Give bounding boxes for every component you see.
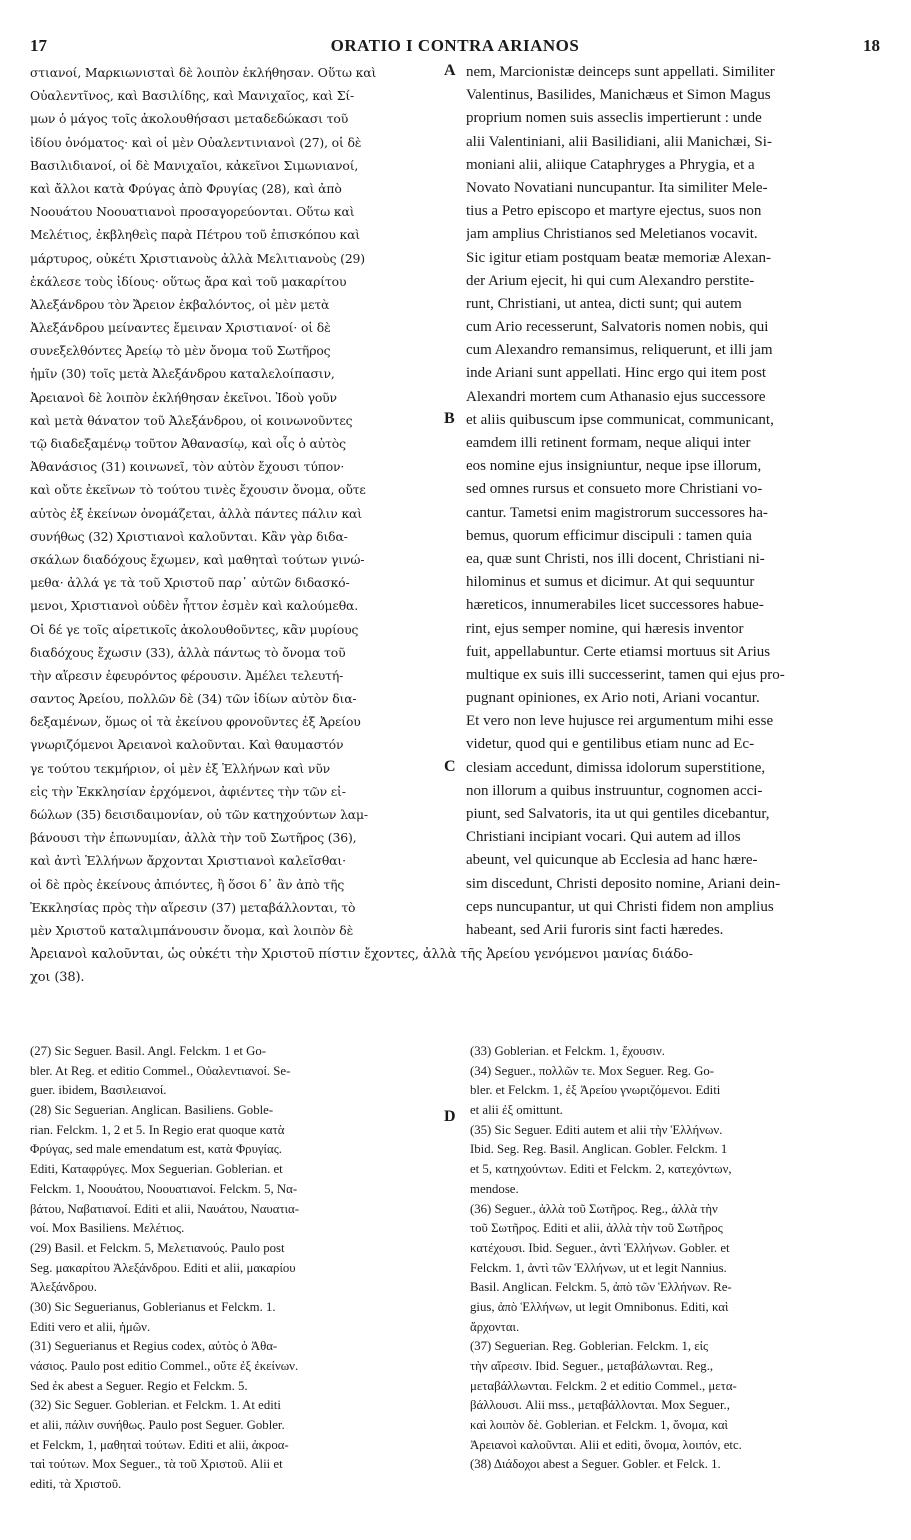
text-line: καὶ ἄλλοι κατὰ Φρύγας ἀπὸ Φρυγίας (28), καὶ ἀπὸ (30, 180, 342, 196)
text-line: Οἱ δέ γε τοῖς αἱρετικοῖς ἀκολουθοῦντες, κἂν μυρίους (30, 621, 359, 637)
text-line: hæreticos, innumerabiles licet successores habue- (466, 597, 764, 614)
text-line: Νοουάτου Νοουατιανοὶ προσαγορεύονται. Οὕτω καὶ (30, 204, 355, 220)
text-line: runt, Christiani, ut antea, dicti sunt; qui autem (466, 295, 742, 312)
text-line: jam amplius Christianos sed Meletianos vocavit. (466, 226, 758, 243)
text-line: σαντος Ἀρείου, πολλῶν δὲ (34) τῶν ἰδίων αὐτὸν δια- (30, 691, 357, 707)
page-header (30, 36, 880, 60)
text-line: συνεξελθόντες Ἀρείῳ τὸ μὲν ὄνομα τοῦ Σωτῆρος (30, 343, 331, 359)
text-line: cum Ario recesserunt, Salvatoris nomen nobis, qui (466, 319, 769, 336)
text-line: Christiani incipiant vocari. Qui autem ad illos (466, 829, 741, 846)
margin-mark-c: C (444, 758, 456, 775)
footnote-line: mendose. (470, 1181, 519, 1196)
margin-mark-b: B (444, 410, 455, 427)
text-line: μεθα· ἀλλά γε τὰ τοῦ Χριστοῦ παρ᾽ αὐτῶν διδασκό- (30, 575, 350, 591)
text-line: cantur. Tametsi enim magistrorum successores ha- (466, 504, 768, 521)
footnote-line: guer. ibidem, Βασιλειανοί. (30, 1083, 167, 1098)
text-line: δώλων (35) δεισιδαιμονίαν, οὐ τῶν κατηχούντων λαμ- (30, 807, 368, 822)
text-line: inde Ariani sunt appellati. Hinc ergo qui item post (466, 365, 767, 382)
text-line: Valentinus, Basilides, Manichæus et Simon Magus (466, 87, 771, 104)
footnote-line: Felckm. 1, Νοουάτου, Νοουατιανοί. Felckm. 5, Να- (30, 1181, 298, 1196)
text-line: abeunt, vel quicunque ab Ecclesia ad hanc hære- (466, 852, 758, 869)
text-line: Βασιλιδιανοί, οἱ δὲ Μανιχαῖοι, κἀκεῖνοι Σιμωνιανοί, (30, 157, 359, 173)
footnote-line: rian. Felckm. 1, 2 et 5. In Regio erat quoque κατὰ (30, 1122, 285, 1137)
text-line: der Arium ejecit, hi qui cum Alexandro perstite- (466, 272, 755, 289)
text-line: γε τούτου τεκμήριον, οἱ μὲν ἐξ Ἑλλήνων καὶ νῦν (30, 760, 331, 776)
text-line: eos nomine ejus insigniuntur, neque ipse illorum, (466, 458, 762, 475)
text-line: et aliis quibuscum ipse communicat, communicant, (466, 411, 774, 428)
footnote-line: τοῦ Σωτῆρος. Editi et alii, ἀλλὰ τὴν τοῦ Σωτῆρος (470, 1221, 723, 1236)
text-line: Et vero non leve hujusce rei argumentum mihi esse (466, 713, 774, 730)
text-line: ἡμῖν (30) τοῖς μετὰ Ἀλεξάνδρου καταλελοίπασιν, (30, 366, 335, 382)
text-line: sed omnes rursus et consueto more Christiani vo- (466, 481, 763, 498)
footnote-line: bler. At Reg. et editio Commel., Οὐαλεντιανοί. Se- (30, 1063, 291, 1078)
footnote-line: κατέχουσι. Ibid. Seguer., ἀντὶ Ἑλλήνων. Gobler. et (470, 1240, 730, 1255)
text-line: moniani alii, aliique Cataphryges a Phrygia, et a (466, 156, 755, 173)
text-line: rint, ejus semper nomine, qui hæresis inventor (466, 620, 744, 637)
footnote-line: (31) Seguerianus et Regius codex, αὐτὸς ὁ Ἀθα- (30, 1339, 278, 1354)
greek-text-tail (30, 943, 882, 989)
footnote-line: βάλλουσι. Alii mss., μεταβάλλονται. Mox Seguer., (470, 1398, 730, 1413)
text-line: καὶ οὔτε ἐκεῖνων τὸ τούτου τινὲς ἔχουσιν ὄνομα, οὔτε (30, 482, 366, 498)
footnote-line: μεταβάλλωνται. Felckm. 2 et editio Commel., μετα- (470, 1378, 737, 1393)
text-line: στιανοί, Μαρκιωνισταὶ δὲ λοιπὸν ἐκλήθησαν. Οὕτω καὶ (30, 65, 377, 80)
text-line: Ἀρειανοὶ καλοῦνται, ὡς οὐκέτι τὴν Χριστοῦ πίστιν ἔχοντες, ἀλλὰ τῆς Ἀρείου γενόμενοι μανίας διάδο- (30, 946, 693, 962)
text-line: piunt, sed Salvatoris, ita ut qui gentiles dicebantur, (466, 806, 770, 822)
footnote-line: βάτου, Ναβατιανοί. Editi et alii, Ναυάτου, Ναυατια- (30, 1201, 300, 1216)
footnote-line: (38) Διάδοχοι abest a Seguer. Gobler. et Felck. 1. (470, 1457, 721, 1472)
footnote-line: Ἀλεξάνδρου. (30, 1280, 97, 1295)
footnotes-left-column (30, 1042, 440, 1495)
text-line: alii Valentiniani, alii Basilidiani, alii Manichæi, Si- (466, 133, 772, 150)
footnote-line: Editi, Καταφρύγες. Mox Seguerian. Goblerian. et (30, 1162, 283, 1177)
text-line: Οὐαλεντῖνος, καὶ Βασιλίδης, καὶ Μανιχαῖος, καὶ Σί- (30, 88, 355, 104)
page-number-left: 17 (30, 36, 47, 55)
footnote-line: (37) Seguerian. Reg. Goblerian. Felckm. 1, εἰς (470, 1339, 709, 1354)
greek-text-column (30, 61, 446, 942)
text-line: clesiam accedunt, dimissa idolorum superstitione, (466, 759, 766, 776)
text-line: videtur, quod qui e gentilibus etiam nunc ad Ec- (466, 736, 755, 753)
text-line: διαδόχους ἔχωσιν (33), ἀλλὰ πάντως τὸ ὄνομα τοῦ (30, 644, 346, 660)
text-line: καὶ ἀντὶ Ἑλλήνων ἄρχονται Χριστιανοὶ καλεῖσθαι· (30, 853, 346, 869)
text-line: Alexandri mortem cum Athanasio ejus successore (466, 388, 766, 405)
text-line: sim discedunt, Christi deposito nomine, Ariani dein- (466, 875, 781, 892)
footnote-line: gius, ἀπὸ Ἑλλήνων, ut legit Omnibonus. Editi, καὶ (470, 1299, 729, 1314)
text-line: ceps nuncupantur, ut qui Christi fidem non amplius (466, 898, 774, 915)
footnote-line: καὶ λοιπὸν δὲ. Goblerian. et Felckm. 1, ὄνομα, καὶ (470, 1418, 728, 1433)
text-line: Μελέτιος, ἐκβληθεὶς παρὰ Πέτρου τοῦ ἐπισκόπου καὶ (30, 227, 361, 243)
footnote-line: Sed ἐκ abest a Seguer. Regio et Felckm. 5. (30, 1378, 248, 1393)
footnote-line: Basil. Anglican. Felckm. 5, ἀπὸ τῶν Ἑλλήνων. Re- (470, 1280, 732, 1295)
text-line: tius a Petro episcopo et martyre ejectus, suos non (466, 203, 762, 220)
footnote-line: νοί. Mox Basiliens. Μελέτιος. (30, 1221, 185, 1236)
text-line: Ἀρειανοὶ δὲ λοιπὸν ἐκλήθησαν ἐκεῖνοι. Ἰδοὺ γοῦν (30, 389, 337, 405)
footnote-line: (30) Sic Seguerianus, Goblerianus et Felckm. 1. (30, 1299, 276, 1314)
margin-mark-a: A (444, 62, 456, 79)
text-line: Sic igitur etiam postquam beatæ memoriæ Alexan- (466, 249, 771, 266)
footnote-line: bler. et Felckm. 1, ἐξ Ἀρείου γνωριζόμενοι. Editi (470, 1083, 721, 1098)
text-line: μὲν Χριστοῦ καταλιμπάνουσιν ὄνομα, καὶ λοιπὸν δὲ (30, 922, 354, 938)
text-line: γνωριζόμενοι Ἀρειανοὶ καλοῦνται. Καὶ θαυμαστόν (30, 737, 344, 753)
text-line: hilominus et sumus et dicimur. At qui sequuntur (466, 574, 755, 591)
footnote-line: (35) Sic Seguer. Editi autem et alii τὴν Ἑλλήνων. (470, 1122, 723, 1137)
text-line: bemus, quorum efficimur discipuli : tamen quia (466, 527, 752, 544)
text-line: συνήθως (32) Χριστιανοὶ καλοῦνται. Κἂν γὰρ διδα- (30, 528, 348, 544)
text-line: Ἀλεξάνδρου μείναντες ἔμειναν Χριστιανοί· οἱ δὲ (30, 320, 331, 336)
text-line: σκάλων διαδόχους ἔχωμεν, καὶ μαθηταὶ τούτων γινώ- (30, 551, 365, 567)
footnote-line: Φρύγας, sed male emendatum est, κατὰ Φρυγίας. (30, 1142, 282, 1157)
footnote-line: et 5, κατηχούντων. Editi et Felckm. 2, κατεχόντων, (470, 1162, 732, 1177)
text-line: habeant, sed Arii furoris sint facti hæredes. (466, 921, 724, 938)
footnote-line: (36) Seguer., ἀλλὰ τοῦ Σωτῆρος. Reg., ἀλλὰ τὴν (470, 1201, 718, 1216)
text-line: multique ex suis illi successerint, tamen qui ejus pro- (466, 666, 785, 683)
footnote-line: (27) Sic Seguer. Basil. Angl. Felckm. 1 et Go- (30, 1044, 267, 1058)
text-line: δεξαμένων, ὅμως οἱ τὰ ἐκείνου φρονοῦντες ἐξ Ἀρείου (30, 714, 361, 730)
footnote-line: Seg. μακαρίτου Ἀλεξάνδρου. Editi et alii, μακαρίου (30, 1260, 296, 1275)
text-line: Ἐκκλησίας πρὸς τὴν αἵρεσιν (37) μεταβάλλονται, τὸ (30, 899, 356, 915)
footnote-line: et Felckm, 1, μαθηταὶ τούτων. Editi et alii, ἀκροα- (30, 1437, 289, 1452)
text-line: Novato Novatiani nuncupantur. Ita similiter Mele- (466, 179, 768, 196)
text-line: μάρτυρος, οὐκέτι Χριστιανοὺς ἀλλὰ Μελιτιανοὺς (29) (30, 250, 365, 266)
text-line: proprium nomen suis asseclis impertierunt : unde (466, 110, 762, 127)
text-line: non illorum a quibus instruuntur, cognomen acci- (466, 782, 763, 799)
footnote-line: (33) Goblerian. et Felckm. 1, ἔχουσιν. (470, 1044, 665, 1058)
text-line: μων ὁ μάγος τοῖς ἀκολουθήσασι μεταδεδώκασι τοῦ (30, 111, 349, 127)
footnote-line: (29) Basil. et Felckm. 5, Μελετιανούς. Paulo post (30, 1240, 285, 1255)
footnote-line: (32) Sic Seguer. Goblerian. et Felckm. 1. At editi (30, 1398, 281, 1413)
text-line: καὶ μετὰ θάνατον τοῦ Ἀλεξάνδρου, οἱ κοινωνοῦντες (30, 412, 353, 428)
text-line: τὴν αἵρεσιν ἐφευρόντος φέρουσιν. Ἀμέλει τελευτή- (30, 667, 344, 683)
text-line: χοι (38). (30, 969, 85, 985)
footnote-line: et alii, πάλιν συνήθως. Paulo post Seguer. Gobler. (30, 1418, 285, 1433)
text-line: nem, Marcionistæ deinceps sunt appellati. Similiter (466, 64, 775, 80)
text-line: αὐτὸς ἐξ ἐκείνων ὀνομάζεται, ἀλλὰ πάντες πάλιν καὶ (30, 505, 362, 521)
text-line: οἱ δὲ πρὸς ἐκείνους ἀπιόντες, ἢ ὅσοι δ᾽ ἂν ἀπὸ τῆς (30, 876, 345, 892)
footnote-line: ἄρχονται. (470, 1319, 520, 1334)
text-line: ἐκάλεσε τοὺς ἰδίους· οὕτως ἄρα καὶ τοῦ μακαρίτου (30, 273, 347, 289)
footnote-line: Ibid. Seg. Reg. Basil. Anglican. Gobler. Felckm. 1 (470, 1142, 728, 1157)
text-line: βάνουσι τὴν ἐπωνυμίαν, ἀλλὰ τὴν τοῦ Σωτῆρος (36), (30, 830, 357, 846)
text-line: Ἀθανάσιος (31) κοινωνεῖ, τὸν αὐτὸν ἔχουσι τύπον· (30, 459, 345, 475)
text-line: τῷ διαδεξαμένῳ τοῦτον Ἀθανασίῳ, καὶ οἷς ὁ αὐτὸς (30, 436, 346, 451)
footnote-line: Felckm. 1, ἀντὶ τῶν Ἑλλήνων, ut et legit Nannius. (470, 1260, 727, 1275)
page-number-right: 18 (863, 36, 880, 55)
footnote-line: et alii ἐξ omittunt. (470, 1103, 563, 1118)
footnote-line: Ἀρειανοὶ καλοῦνται. Alii et editi, ὄνομα, λοιπόν, etc. (470, 1437, 742, 1452)
text-line: Ἀλεξάνδρου τὸν Ἄρειον ἐκβαλόντος, οἱ μὲν μετὰ (30, 296, 330, 312)
footnotes-right-column (470, 1042, 882, 1475)
footnote-line: (34) Seguer., πολλῶν τε. Mox Seguer. Reg. Go- (470, 1063, 715, 1078)
footnote-line: (28) Sic Seguerian. Anglican. Basiliens. Goble- (30, 1103, 274, 1118)
footnote-line: ταὶ τούτων. Mox Seguer., τὰ τοῦ Χριστοῦ. Alii et (30, 1457, 283, 1472)
margin-mark-d: D (444, 1108, 456, 1125)
running-title: ORATIO I CONTRA ARIANOS (330, 36, 580, 55)
text-line: fuit, appellabuntur. Certe etiamsi mortuus sit Arius (466, 643, 771, 660)
text-line: ea, quæ sunt Christi, nos illi docent, Christiani ni- (466, 550, 765, 567)
footnote-line: τὴν αἵρεσιν. Ibid. Seguer., μεταβάλωνται. Reg., (470, 1359, 714, 1373)
text-line: pugnant opiniones, ex Ario noti, Ariani vocantur. (466, 690, 760, 707)
text-line: μενοι, Χριστιανοὶ οὐδὲν ἧττον ἐσμὲν καὶ καλούμεθα. (30, 598, 359, 614)
text-line: eamdem illi retinent formam, neque aliqui inter (466, 435, 751, 451)
footnote-line: Editi vero et alii, ἡμῶν. (30, 1319, 151, 1334)
footnote-line: νάσιος. Paulo post editio Commel., οὔτε ἐξ ἐκείνων. (30, 1359, 299, 1373)
text-line: ἰδίου ὀνόματος· καὶ οἱ μὲν Οὐαλεντινιανοὶ (27), οἱ δὲ (30, 134, 362, 150)
footnote-line: editi, τὰ Χριστοῦ. (30, 1477, 122, 1492)
text-line: εἰς τὴν Ἐκκλησίαν ἐρχόμενοι, ἀφιέντες τὴν τῶν εἰ- (30, 783, 346, 799)
latin-text-column (466, 61, 882, 942)
text-line: cum Alexandro remansimus, reliquerunt, et illi jam (466, 342, 773, 359)
